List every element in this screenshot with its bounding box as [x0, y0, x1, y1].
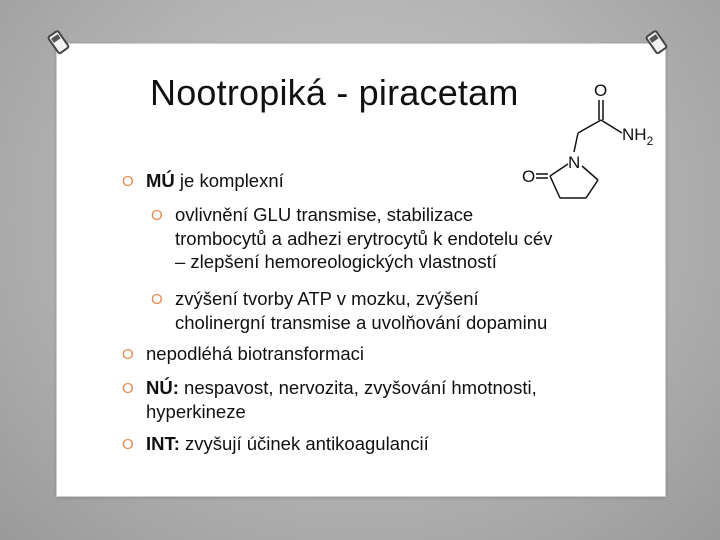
slide-title: Nootropiká - piracetam — [150, 72, 519, 113]
bullet-marker: O — [122, 436, 134, 453]
item-line: zvýšení tvorby ATP v mozku, zvýšení — [175, 288, 479, 309]
bullet-marker: O — [151, 207, 163, 224]
item-line: ovlivnění GLU transmise, stabilizace — [175, 204, 474, 225]
label-int: INT: — [146, 433, 180, 454]
item-line: hyperkineze — [146, 400, 246, 422]
bullet-marker: O — [122, 346, 134, 363]
ring-bond-1 — [582, 166, 598, 180]
item-line: – zlepšení hemoreologických vlastností — [175, 251, 497, 272]
list-item — [146, 342, 364, 366]
item-line: nespavost, nervozita, zvyšování hmotnosti, — [178, 377, 537, 398]
ring-bond-5 — [550, 164, 568, 176]
bond-c-ch2 — [578, 120, 601, 133]
item-text: zvyšují účinek antikoagulancií — [179, 433, 429, 454]
nh2-label: $NH_2$ — [622, 125, 654, 148]
list-item — [146, 169, 284, 193]
item-text: nepodléhá biotransformaci — [146, 343, 365, 364]
bond-ch2-n — [574, 133, 578, 152]
label-mu: MÚ — [146, 170, 175, 191]
pushpin-icon — [46, 30, 72, 56]
bond-c-nh2 — [601, 120, 622, 133]
piracetam-structure-diagram — [512, 78, 662, 208]
bullet-marker: O — [122, 173, 134, 190]
bullet-marker: O — [122, 380, 134, 397]
ring-bond-4 — [550, 176, 560, 198]
pushpin-icon — [644, 30, 670, 56]
list-item — [175, 203, 552, 274]
carbonyl-oxygen-label: O — [594, 81, 608, 100]
list-item — [175, 287, 547, 334]
item-line: cholinergní transmise a uvolňování dopaminu — [175, 311, 548, 333]
bullet-marker: O — [151, 291, 163, 308]
label-nu: NÚ: — [146, 377, 179, 398]
nitrogen-label: N — [568, 153, 581, 172]
item-line: trombocytů a adhezi erytrocytů k endotelu cév — [175, 227, 553, 249]
lactam-oxygen-label: O — [522, 167, 536, 186]
list-item — [146, 376, 537, 423]
ring-bond-2 — [586, 180, 598, 198]
item-text: je komplexní — [174, 170, 284, 191]
list-item — [146, 432, 429, 456]
